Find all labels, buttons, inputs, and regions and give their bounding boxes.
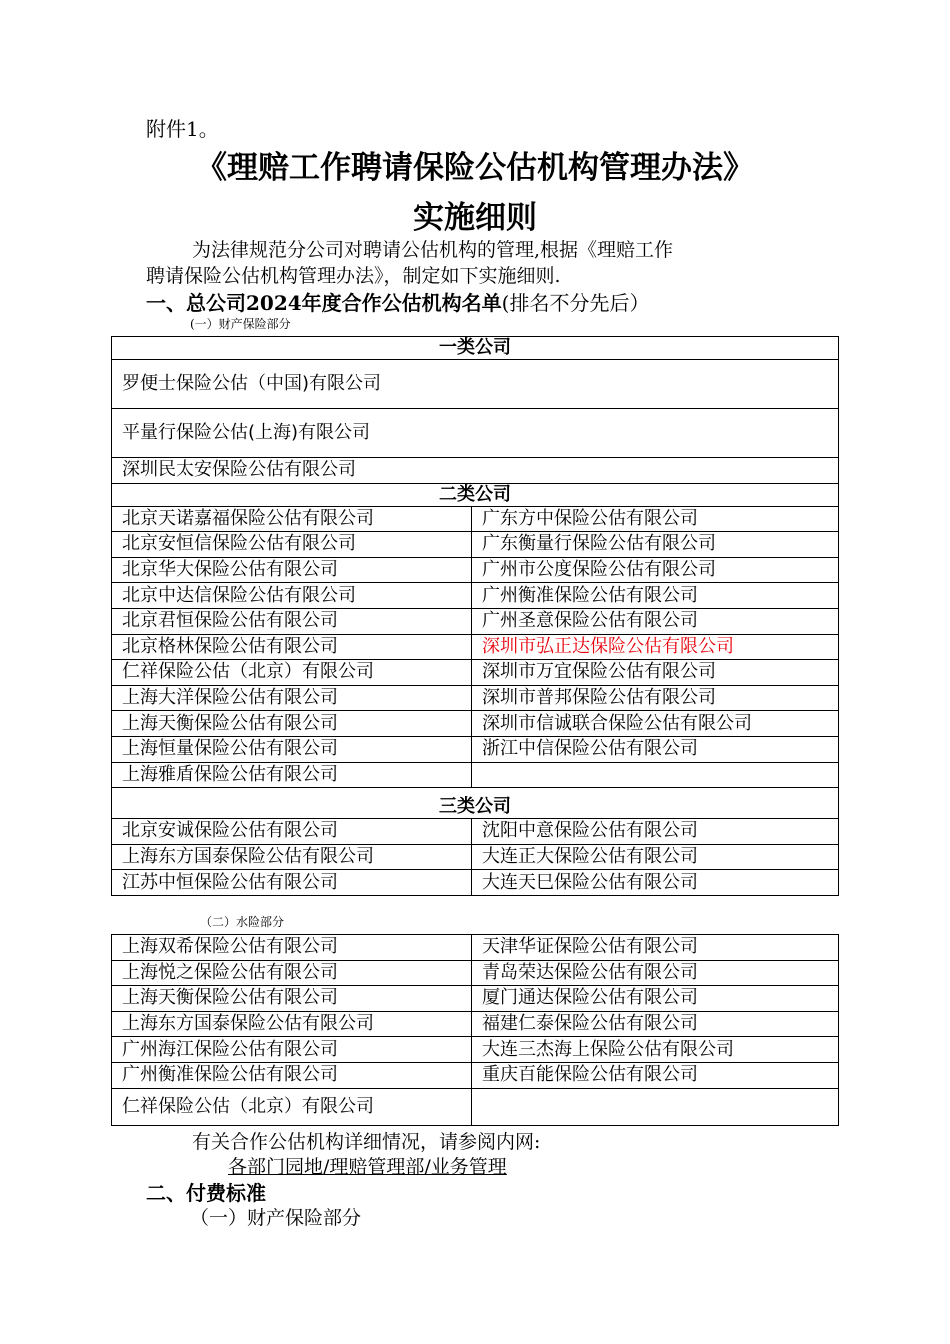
marine-insurance-table	[111, 934, 839, 1126]
table-cell: 重庆百能保险公估有限公司	[472, 1062, 839, 1088]
footer-note: 有关合作公估机构详细情况，请参阅内网:	[192, 1131, 541, 1153]
table-cell: 上海天衡保险公估有限公司	[112, 986, 472, 1012]
table-cell: 江苏中恒保险公估有限公司	[112, 870, 472, 896]
table-cell: 仁祥保险公估（北京）有限公司	[112, 660, 472, 686]
section1-note: (排名不分先后）	[501, 291, 650, 315]
intro-paragraph-line1: 为法律规范分公司对聘请公估机构的管理,根据《理赔工作	[192, 239, 674, 261]
table-cell: 青岛荣达保险公估有限公司	[472, 960, 839, 986]
class1-header: 一类公司	[112, 337, 839, 360]
property-insurance-table	[111, 336, 839, 896]
class1-company: 平量行保险公估(上海)有限公司	[112, 409, 839, 458]
table-cell: 广州圣意保险公估有限公司	[472, 608, 839, 634]
table-cell: 大连三杰海上保险公估有限公司	[472, 1037, 839, 1063]
table-cell: 上海天衡保险公估有限公司	[112, 711, 472, 737]
table-cell: 深圳市万宜保险公估有限公司	[472, 660, 839, 686]
table-cell: 北京天诺嘉福保险公估有限公司	[112, 506, 472, 532]
table-cell: 广州市公度保险公估有限公司	[472, 557, 839, 583]
section2-heading: 二、付费标准	[146, 1181, 266, 1205]
section1-heading-text: 一、总公司2024年度合作公估机构名单	[146, 291, 502, 315]
document-subtitle: 实施细则	[413, 200, 537, 236]
table-cell: 北京格林保险公估有限公司	[112, 634, 472, 660]
table-cell: 上海东方国泰保险公估有限公司	[112, 1011, 472, 1037]
table-cell: 深圳市信诚联合保险公估有限公司	[472, 711, 839, 737]
document-title: 《理赔工作聘请保险公估机构管理办法》	[196, 150, 754, 186]
section2-subsection: （一）财产保险部分	[190, 1207, 362, 1229]
table-cell: 广州衡准保险公估有限公司	[472, 583, 839, 609]
table-cell: 北京君恒保险公估有限公司	[112, 608, 472, 634]
attachment-label: 附件1。	[146, 117, 219, 141]
table-cell: 上海东方国泰保险公估有限公司	[112, 844, 472, 870]
intranet-path-link[interactable]: 各部门园地/理赔管理部/业务管理	[228, 1156, 507, 1178]
subsection-property-label: (一）财产保险部分	[190, 317, 291, 331]
empty-cell	[472, 762, 839, 788]
intro-paragraph-line2: 聘请保险公估机构管理办法》，制定如下实施细则.	[146, 265, 561, 287]
table-cell: 天津华证保险公估有限公司	[472, 935, 839, 961]
table-cell: 沈阳中意保险公估有限公司	[472, 819, 839, 845]
empty-cell	[472, 1088, 839, 1125]
table-cell: 上海大洋保险公估有限公司	[112, 685, 472, 711]
highlighted-company-cell: 深圳市弘正达保险公估有限公司	[472, 634, 839, 660]
table-cell: 广州海江保险公估有限公司	[112, 1037, 472, 1063]
subsection-marine-label: （二）水险部分	[200, 915, 285, 929]
table-cell: 大连正大保险公估有限公司	[472, 844, 839, 870]
table-cell: 北京华大保险公估有限公司	[112, 557, 472, 583]
table-cell: 大连天巳保险公估有限公司	[472, 870, 839, 896]
table-cell: 厦门通达保险公估有限公司	[472, 986, 839, 1012]
table-cell: 浙江中信保险公估有限公司	[472, 736, 839, 762]
class1-company: 深圳民太安保险公估有限公司	[112, 458, 839, 484]
table-cell: 上海双希保险公估有限公司	[112, 935, 472, 961]
table-cell: 北京安恒信保险公估有限公司	[112, 532, 472, 558]
class2-header: 二类公司	[112, 483, 839, 506]
table-cell: 广东衡量行保险公估有限公司	[472, 532, 839, 558]
table-cell: 上海雅盾保险公估有限公司	[112, 762, 472, 788]
table-cell: 上海悦之保险公估有限公司	[112, 960, 472, 986]
table-cell: 广州衡准保险公估有限公司	[112, 1062, 472, 1088]
table-cell: 上海恒量保险公估有限公司	[112, 736, 472, 762]
table-cell: 仁祥保险公估（北京）有限公司	[112, 1088, 472, 1125]
class1-company: 罗便士保险公估（中国)有限公司	[112, 360, 839, 409]
table-cell: 广东方中保险公估有限公司	[472, 506, 839, 532]
table-cell: 北京安诚保险公估有限公司	[112, 819, 472, 845]
table-cell: 北京中达信保险公估有限公司	[112, 583, 472, 609]
class3-header: 三类公司	[112, 788, 839, 819]
table-cell: 福建仁泰保险公估有限公司	[472, 1011, 839, 1037]
section1-heading	[146, 287, 649, 316]
table-cell: 深圳市普邦保险公估有限公司	[472, 685, 839, 711]
